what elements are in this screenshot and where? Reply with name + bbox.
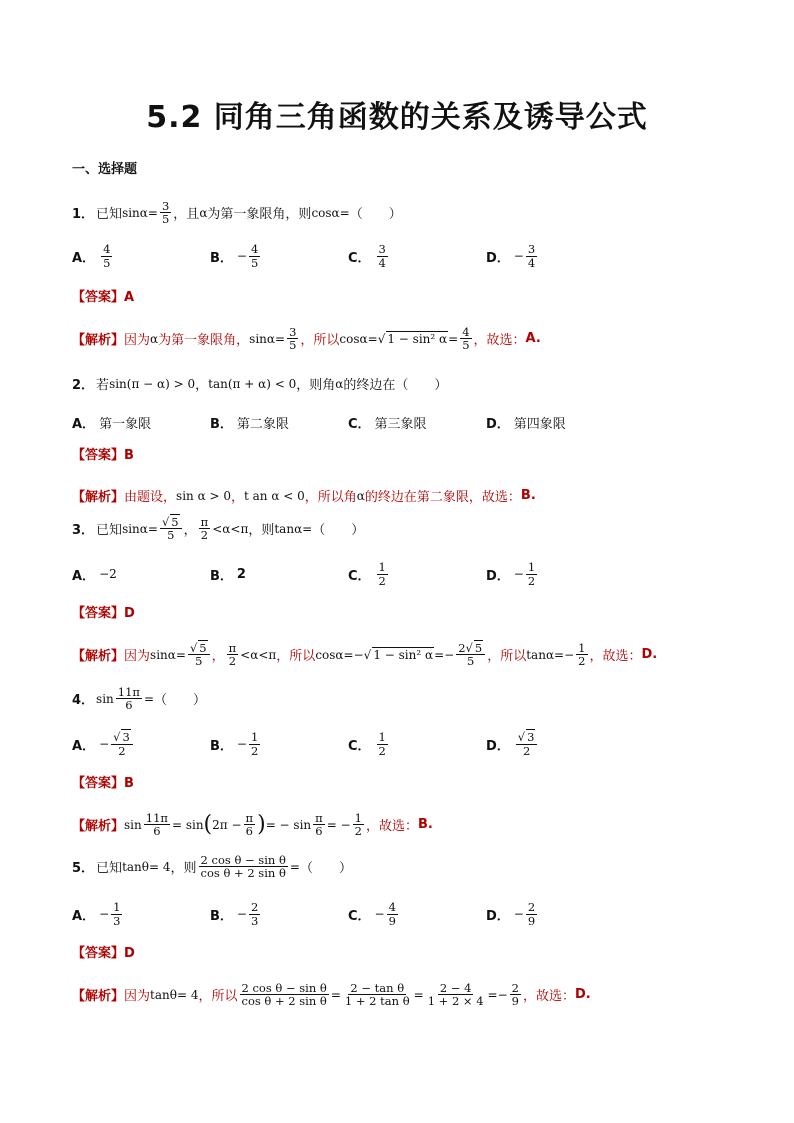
option-b[interactable]: B． 第二象限 xyxy=(210,416,289,432)
option-d[interactable]: D． $\frac{√ 3}{2}$ xyxy=(486,726,539,762)
option-d[interactable]: D． 第四象限 xyxy=(486,416,566,432)
question-3: 3． 已知 sin α = $\frac{√ 5}{5}$ ， $\frac{\pi}{2}$ < α < π ，则 tan α = （ ） xyxy=(72,515,365,543)
section-heading: 一、选择题 xyxy=(72,162,138,177)
analysis-q2: 【解析】 由题设， sin α > 0 ， t an α < 0 ，所以角 α 的终边在第二象限，故选： B. xyxy=(72,488,536,505)
answer-q1: 【答案】A xyxy=(72,290,135,305)
question-number: 1． xyxy=(72,207,95,223)
option-a[interactable]: A． − $\frac{√ 3}{2}$ xyxy=(72,726,135,762)
answer-q5: 【答案】D xyxy=(72,946,135,961)
option-b[interactable]: B． − $\frac{2}{3}$ xyxy=(210,900,259,928)
options-q2 xyxy=(72,404,672,440)
option-c[interactable]: C． $\frac{1}{2}$ xyxy=(348,730,386,758)
question-2: 2． 若 sin(π − α) > 0 ， tan(π + α) < 0 ，则角 α 的终边在（ ） xyxy=(72,376,448,393)
option-b[interactable]: B． − $\frac{4}{5}$ xyxy=(210,242,259,270)
analysis-q1: 【解析】 因为 α 为第一象限角， sin α = $\frac{3}{5}$ ，所以 cos α = √ 1 − sin² α = $\frac{4}{5}$ ，故选： A. xyxy=(72,325,541,353)
option-c[interactable]: C． $\frac{3}{4}$ xyxy=(348,242,386,270)
formula: sin α = $\frac{3}{5}$ xyxy=(122,199,170,227)
page-title: 5.2 同角三角函数的关系及诱导公式 xyxy=(146,100,648,135)
analysis-q3: 【解析】 因为 sin α = $\frac{√ 5}{5}$ ， $\frac{\pi}{2}$ < α < π ，所以 cos α = − √ 1 − sin² α = − $\frac{2√ 5}{5}$ ，所以 tan α = − $\frac{1}{2}$ ，故选： D. xyxy=(72,641,658,669)
option-a[interactable]: A． 第一象限 xyxy=(72,416,152,432)
question-1 xyxy=(72,200,402,225)
formula: α xyxy=(199,205,208,220)
question-4: 4． sin $\frac{11\pi}{6}$ = （ ） xyxy=(72,685,207,713)
answer-q4: 【答案】B xyxy=(72,776,134,791)
question-text: 已知 xyxy=(96,207,123,223)
options-q3 xyxy=(72,556,672,592)
formula: cos α = xyxy=(311,205,350,220)
option-c[interactable]: C． $\frac{1}{2}$ xyxy=(348,560,386,588)
option-b[interactable]: B． 2 xyxy=(210,566,246,584)
options-q1 xyxy=(72,238,672,274)
option-b[interactable]: B． − $\frac{1}{2}$ xyxy=(210,730,259,758)
option-d[interactable]: D． − $\frac{1}{2}$ xyxy=(486,560,536,588)
answer-q3: 【答案】D xyxy=(72,606,135,621)
question-5: 5． 已知 tan θ = 4 ，则 $\frac{\text{2 cos θ − sin θ}}{\text{cos θ + 2 sin θ}}$ = （ ） xyxy=(72,853,352,881)
option-d[interactable]: D． − $\frac{3}{4}$ xyxy=(486,242,536,270)
option-d[interactable]: D． − $\frac{2}{9}$ xyxy=(486,900,536,928)
options-q5 xyxy=(72,896,672,932)
option-a[interactable]: A． $\frac{4}{5}$ xyxy=(72,242,111,270)
question-text: ，且 xyxy=(173,207,200,223)
options-q4 xyxy=(72,726,672,762)
answer-q2: 【答案】B xyxy=(72,448,134,463)
option-a[interactable]: A． −2 xyxy=(72,567,117,584)
option-c[interactable]: C． − $\frac{4}{9}$ xyxy=(348,900,396,928)
analysis-q5: 【解析】 因为 tan θ = 4 ，所以 $\frac{\text{2 cos θ − sin θ}}{\text{cos θ + 2 sin θ}}$ = $\frac{\text{2 − tan θ}}{\text{1 + 2 tan θ}}$ = $\frac{2 - 4}{1 + 2 \times 4}$ = − $\frac{2}{9}$ ，故选： D. xyxy=(72,981,591,1009)
question-text: （ ） xyxy=(349,207,402,223)
analysis-q4: 【解析】 sin $\frac{11\pi}{6}$ = sin ( 2π − $\frac{\pi}{6}$ ) = − sin $\frac{\pi}{6}$ = − $\frac{1}{2}$ ，故选： B. xyxy=(72,811,433,839)
option-c[interactable]: C． 第三象限 xyxy=(348,416,427,432)
question-text: 为第一象限角，则 xyxy=(207,207,312,223)
option-a[interactable]: A． − $\frac{1}{3}$ xyxy=(72,900,121,928)
